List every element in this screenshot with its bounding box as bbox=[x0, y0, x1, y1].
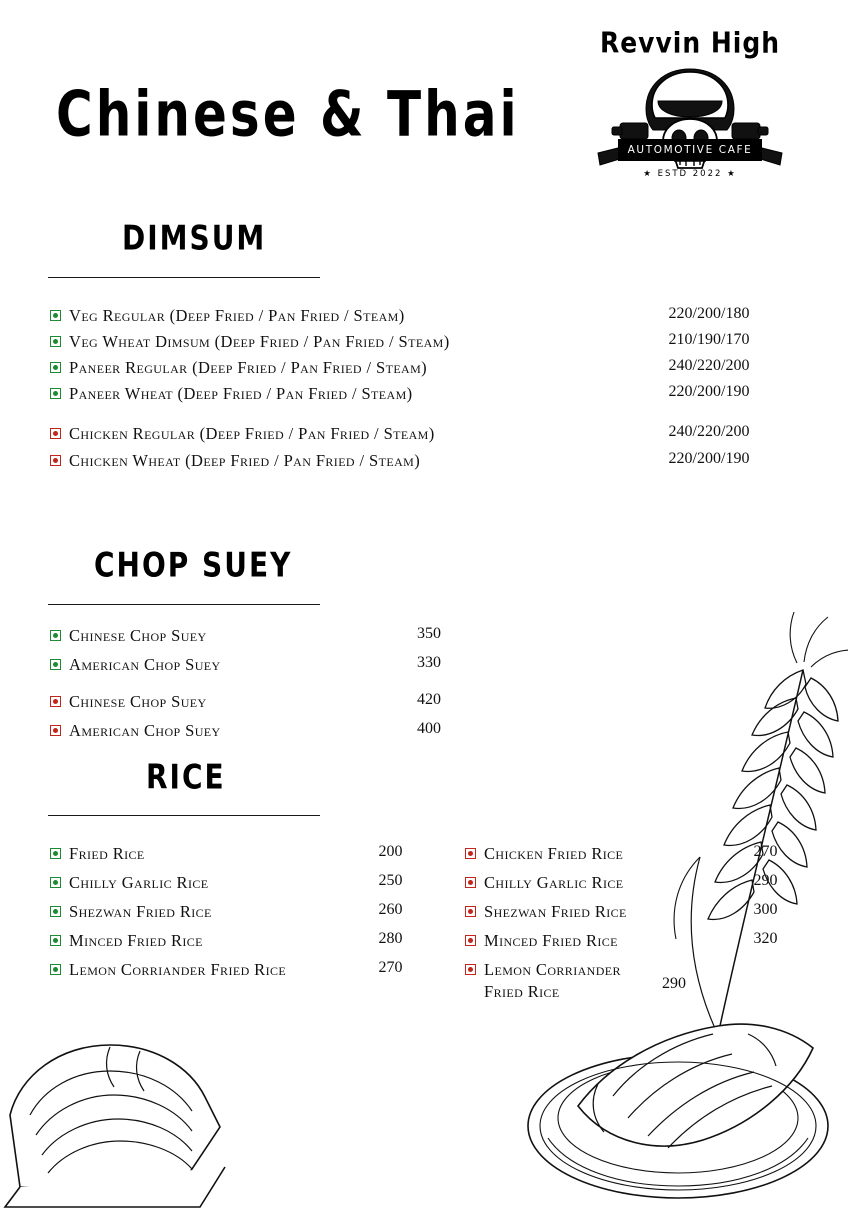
nonveg-marker-icon bbox=[465, 906, 476, 917]
menu-item bbox=[50, 959, 430, 980]
item-name: Veg Wheat Dimsum (Deep Fried / Pan Fried / Steam) bbox=[69, 332, 450, 352]
list-spacer bbox=[50, 683, 510, 691]
section-divider-rice bbox=[48, 815, 320, 816]
menu-item bbox=[465, 901, 805, 922]
skull-helmet-piston-logo-icon bbox=[590, 61, 790, 181]
item-price: 400 bbox=[417, 720, 441, 738]
item-name: Chilly Garlic Rice bbox=[69, 873, 209, 893]
menu-item bbox=[465, 959, 805, 1001]
item-name: American Chop Suey bbox=[69, 721, 221, 741]
nonveg-marker-icon bbox=[465, 964, 476, 975]
item-price: 240/220/200 bbox=[668, 423, 750, 441]
item-name: Paneer Regular (Deep Fried / Pan Fried / Steam) bbox=[69, 358, 428, 378]
veg-marker-icon bbox=[50, 630, 61, 641]
item-price: 260 bbox=[378, 901, 403, 919]
section-divider-chop-suey bbox=[48, 604, 320, 605]
item-price: 330 bbox=[417, 654, 441, 672]
logo-wordmark: Revvin High bbox=[599, 25, 781, 60]
nonveg-marker-icon bbox=[465, 877, 476, 888]
veg-marker-icon bbox=[50, 388, 61, 399]
chop-suey-item-list bbox=[50, 625, 510, 749]
menu-item bbox=[465, 872, 805, 893]
veg-marker-icon bbox=[50, 362, 61, 373]
item-name: Chicken Fried Rice bbox=[484, 844, 624, 863]
item-name: Chilly Garlic Rice bbox=[484, 873, 624, 893]
menu-item bbox=[50, 901, 430, 922]
item-name: Fried Rice bbox=[69, 844, 145, 863]
menu-item bbox=[50, 450, 790, 471]
item-name: Lemon Corriander Fried Rice bbox=[69, 960, 287, 980]
item-name: American Chop Suey bbox=[69, 655, 221, 675]
menu-item bbox=[50, 691, 510, 712]
item-name: Minced Fried Rice bbox=[69, 931, 203, 951]
item-price: 420 bbox=[417, 691, 441, 709]
logo-estd-text: ★ ESTD 2022 ★ bbox=[643, 169, 737, 179]
item-name: Chinese Chop Suey bbox=[69, 692, 207, 712]
bread-loaf-illustration-icon bbox=[0, 995, 260, 1210]
brand-logo bbox=[590, 25, 790, 218]
item-price: 200 bbox=[378, 843, 403, 860]
menu-item bbox=[50, 654, 510, 675]
menu-item bbox=[50, 357, 790, 378]
logo-banner-text: AUTOMOTIVE CAFE bbox=[618, 139, 762, 161]
item-price: 220/200/190 bbox=[668, 383, 750, 401]
nonveg-marker-icon bbox=[50, 455, 61, 466]
nonveg-marker-icon bbox=[465, 848, 476, 859]
item-price: 300 bbox=[753, 901, 778, 919]
section-divider-dimsum bbox=[48, 277, 320, 278]
rice-nonveg-item-list bbox=[465, 843, 805, 1010]
item-name: Chicken Regular (Deep Fried / Pan Fried / Steam) bbox=[69, 424, 435, 444]
dimsum-item-list bbox=[50, 305, 790, 476]
veg-marker-icon bbox=[50, 964, 61, 975]
menu-item bbox=[50, 843, 430, 864]
item-price: 220/200/190 bbox=[668, 449, 750, 467]
menu-item bbox=[50, 872, 430, 893]
dumpling-plate-illustration-icon bbox=[518, 976, 838, 1206]
item-name: Paneer Wheat (Deep Fried / Pan Fried / Steam) bbox=[69, 384, 413, 404]
menu-item bbox=[50, 383, 790, 404]
nonveg-marker-icon bbox=[50, 725, 61, 736]
menu-item bbox=[50, 720, 510, 741]
item-price: 210/190/170 bbox=[668, 331, 750, 349]
item-price: 250 bbox=[378, 872, 403, 890]
item-name: Minced Fried Rice bbox=[484, 931, 618, 951]
item-name: Shezwan Fried Rice bbox=[69, 902, 212, 922]
nonveg-marker-icon bbox=[50, 696, 61, 707]
nonveg-marker-icon bbox=[465, 935, 476, 946]
veg-marker-icon bbox=[50, 935, 61, 946]
rice-veg-item-list bbox=[50, 843, 430, 989]
item-price: 270 bbox=[753, 843, 778, 860]
list-spacer bbox=[50, 409, 790, 423]
item-price: 290 bbox=[662, 975, 686, 993]
item-name: Shezwan Fried Rice bbox=[484, 902, 627, 922]
menu-item bbox=[50, 423, 790, 444]
item-price: 220/200/180 bbox=[668, 305, 750, 322]
veg-marker-icon bbox=[50, 877, 61, 888]
veg-marker-icon bbox=[50, 659, 61, 670]
page-title: Chinese & Thai bbox=[56, 78, 520, 151]
item-price: 270 bbox=[378, 959, 403, 977]
item-name: Lemon Corriander Fried Rice bbox=[484, 960, 621, 1001]
menu-item bbox=[50, 930, 430, 951]
section-title-rice: RICE bbox=[146, 757, 226, 798]
menu-item bbox=[50, 625, 510, 646]
menu-item bbox=[465, 843, 805, 864]
item-price: 350 bbox=[417, 625, 441, 642]
nonveg-marker-icon bbox=[50, 428, 61, 439]
menu-item bbox=[50, 331, 790, 352]
item-name: Veg Regular (Deep Fried / Pan Fried / Steam) bbox=[69, 306, 405, 325]
item-price: 320 bbox=[753, 930, 778, 948]
veg-marker-icon bbox=[50, 848, 61, 859]
item-name: Chicken Wheat (Deep Fried / Pan Fried / Steam) bbox=[69, 450, 421, 470]
item-price: 240/220/200 bbox=[668, 357, 750, 375]
menu-item bbox=[50, 305, 790, 326]
item-price: 290 bbox=[753, 872, 778, 890]
menu-item bbox=[465, 930, 805, 951]
veg-marker-icon bbox=[50, 310, 61, 321]
veg-marker-icon bbox=[50, 336, 61, 347]
veg-marker-icon bbox=[50, 906, 61, 917]
section-title-chop-suey: CHOP SUEY bbox=[94, 545, 293, 586]
section-title-dimsum: DIMSUM bbox=[122, 218, 267, 259]
item-price: 280 bbox=[378, 930, 403, 948]
item-name: Chinese Chop Suey bbox=[69, 626, 207, 645]
